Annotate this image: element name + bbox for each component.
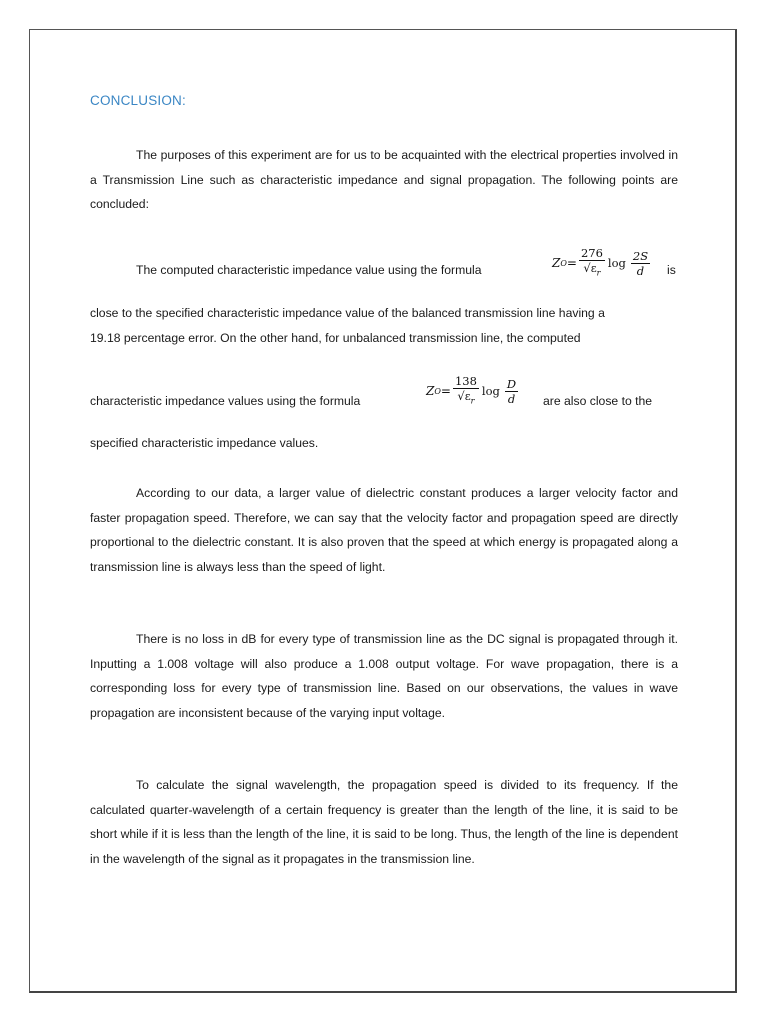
section-heading: CONCLUSION: [90, 93, 186, 108]
formula2-equals: = [440, 384, 451, 399]
balanced-line-text: close to the specified characteristic impedance value of the balanced transmission line having a [90, 306, 605, 320]
formula2-eps-sub: r [470, 396, 475, 406]
paragraph-dielectric: According to our data, a larger value of dielectric constant produces a larger velocity factor and faster propagation speed. Therefore, we can say that the velocity factor and propagation speed are directly proportional to the dielectric constant. It is also proven that the speed at which energy is propagated along a transmission line is always less than the speed of light. [90, 486, 678, 575]
formula1-eps-sub: r [596, 268, 601, 278]
formula1-lhs: Z [552, 256, 561, 271]
paragraph-purpose: The purposes of this experiment are for us to be acquainted with the electrical properties involved in a Transmission Line such as characteristic impedance and signal propagation. The following points are concluded: [90, 148, 678, 212]
formula1-trailing-text: is [667, 263, 676, 277]
formula1-lhs-sub: O [560, 258, 567, 268]
formula2-arg-num: D [506, 376, 517, 391]
formula2-argument [505, 377, 518, 406]
formula-unbalanced [426, 374, 520, 408]
unbalanced-line-text: 19.18 percentage error. On the other hand, for unbalanced transmission line, the computed [90, 331, 581, 345]
formula1-argument [631, 249, 650, 278]
formula2-lhs-sub: O [434, 386, 441, 396]
formula1-lead-text: The computed characteristic impedance value using the formula [136, 263, 482, 277]
formula1-arg-den: d [636, 263, 645, 278]
formula2-arg-den: d [507, 391, 516, 406]
formula2-lead-text: characteristic impedance values using the formula [90, 394, 361, 408]
formula2-coefficient [453, 374, 479, 408]
paragraph-loss: There is no loss in dB for every type of transmission line as the DC signal is propagated through it. Inputting a 1.008 voltage will also produce a 1.008 output voltage. For wave propagation, there is a corresponding loss for every type of transmission line. Based on our observations, the values in wave propagation are inconsistent because of the varying input voltage. [90, 632, 678, 721]
formula1-coefficient [579, 246, 605, 280]
formula1-equals: = [566, 256, 577, 271]
formula1-arg-num: 2S [632, 248, 649, 263]
formula1-coef-num: 276 [580, 246, 603, 260]
formula2-log: log [481, 384, 500, 399]
formula1-sqrt-eps: √ε [583, 261, 597, 275]
specified-values-text: specified characteristic impedance values. [90, 436, 319, 450]
formula2-coef-num: 138 [454, 374, 477, 388]
formula2-trailing-text: are also close to the [543, 394, 653, 408]
formula1-coef-den [581, 261, 602, 280]
formula2-lhs: Z [426, 384, 435, 399]
formula2-coef-den [455, 389, 476, 408]
formula2-sqrt-eps: √ε [457, 389, 471, 403]
paragraph-wavelength: To calculate the signal wavelength, the propagation speed is divided to its frequency. If the calculated quarter-wavelength of a certain frequency is greater than the length of the line, it is said to be short while if it is less than the length of the line, it is said to be long. Thus, the length of the line is dependent in the wavelength of the signal as it propagates in the transmission line. [90, 778, 678, 867]
formula1-log: log [607, 256, 626, 271]
formula-balanced [552, 246, 652, 280]
